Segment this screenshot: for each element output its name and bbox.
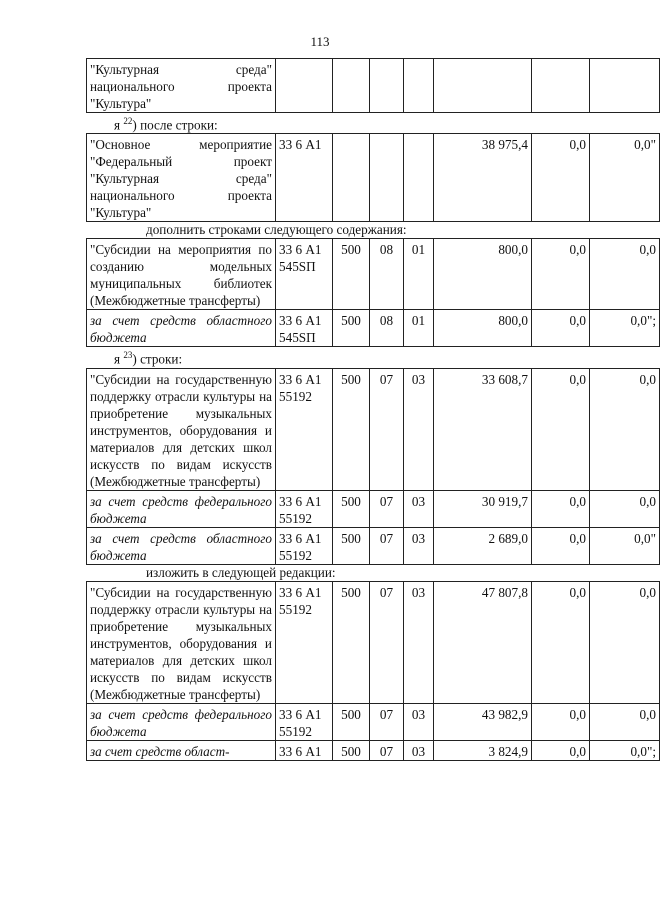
row-code-cell: 33 6 А1 545SП [276,310,333,347]
row-value-cell: 0,0 [532,368,590,490]
table-row [87,703,660,740]
table-row [87,581,660,703]
budget-table [86,58,660,113]
row-name-cell: "Культурная среда" национального проекта "Культура" [87,59,276,113]
instruction-label: дополнить строками следующего содержания: [146,222,407,238]
row-pr-cell: 03 [404,490,434,527]
table-row [87,368,660,490]
row-rz-cell [370,134,404,222]
footnote-number: 22 [123,116,133,126]
row-name-cell: за счет средств федерального бюджета [87,490,276,527]
row-amount-cell: 3 824,9 [434,740,532,760]
row-vr-cell: 500 [333,490,370,527]
row-value-cell: 0,0 [590,239,660,310]
row-pr-cell: 01 [404,239,434,310]
row-vr-cell: 500 [333,527,370,564]
row-rz-cell: 07 [370,368,404,490]
row-value-cell [590,59,660,113]
row-value-cell: 0,0 [590,703,660,740]
row-name-cell: за счет средств област- [87,740,276,760]
row-amount-cell: 800,0 [434,239,532,310]
row-code-cell: 33 6 А1 [276,740,333,760]
row-amount-cell: 47 807,8 [434,581,532,703]
table-row [87,740,660,760]
row-vr-cell [333,134,370,222]
budget-table [86,133,660,222]
page-number: 113 [310,34,330,49]
row-vr-cell: 500 [333,581,370,703]
row-name-cell: за счет средств областного бюджета [87,527,276,564]
row-vr-cell: 500 [333,310,370,347]
row-value-cell: 0,0 [532,134,590,222]
table-row [87,239,660,310]
instruction-label: ) строки: [132,351,183,367]
row-amount-cell: 2 689,0 [434,527,532,564]
row-pr-cell: 03 [404,368,434,490]
row-value-cell: 0,0 [532,527,590,564]
row-vr-cell: 500 [333,368,370,490]
footnote-number: 23 [123,350,133,361]
row-amount-cell: 800,0 [434,310,532,347]
row-amount-cell: 38 975,4 [434,134,532,222]
row-code-cell [276,59,333,113]
instruction-label: ) после строки: [132,117,218,133]
row-amount-cell: 43 982,9 [434,703,532,740]
row-value-cell: 0,0"; [590,740,660,760]
row-code-cell: 33 6 А1 55192 [276,581,333,703]
row-vr-cell: 500 [333,740,370,760]
row-value-cell: 0,0 [532,310,590,347]
row-code-cell: 33 6 А1 55192 [276,703,333,740]
document-body [86,58,656,761]
row-name-cell: "Субсидии на государственную поддержку отрасли культуры на приобретение музыкальных инструментов, оборудования и материалов для детских школ искусств по видам искусств (Межбюджетные трансферты) [87,368,276,490]
row-vr-cell [333,59,370,113]
row-value-cell: 0,0 [590,490,660,527]
row-pr-cell: 03 [404,527,434,564]
row-rz-cell [370,59,404,113]
row-pr-cell [404,59,434,113]
row-rz-cell: 08 [370,239,404,310]
instruction-text [86,347,609,367]
row-pr-cell: 03 [404,703,434,740]
row-value-cell: 0,0 [532,740,590,760]
instruction-text [86,565,609,581]
row-value-cell: 0,0" [590,134,660,222]
row-value-cell: 0,0 [532,239,590,310]
row-value-cell: 0,0 [590,368,660,490]
row-value-cell: 0,0 [532,490,590,527]
row-amount-cell: 30 919,7 [434,490,532,527]
row-value-cell: 0,0 [590,581,660,703]
row-rz-cell: 08 [370,310,404,347]
row-code-cell: 33 6 А1 55192 [276,527,333,564]
row-value-cell: 0,0"; [590,310,660,347]
instruction-text [86,222,609,238]
budget-table [86,368,660,565]
row-vr-cell: 500 [333,239,370,310]
row-name-cell: "Основное мероприятие "Федеральный проект "Культурная среда" национального проекта "Культура" [87,134,276,222]
row-name-cell: за счет средств областного бюджета [87,310,276,347]
row-amount-cell: 33 608,7 [434,368,532,490]
row-rz-cell: 07 [370,490,404,527]
table-row [87,527,660,564]
instruction-text [86,113,609,133]
row-name-cell: за счет средств федерального бюджета [87,703,276,740]
row-name-cell: "Субсидии на мероприятия по созданию модельных муниципальных библиотек (Межбюджетные трансферты) [87,239,276,310]
row-pr-cell: 01 [404,310,434,347]
row-amount-cell [434,59,532,113]
row-rz-cell: 07 [370,581,404,703]
row-code-cell: 33 6 А1 55192 [276,490,333,527]
row-value-cell [532,59,590,113]
row-rz-cell: 07 [370,527,404,564]
instruction-prefix: я [114,351,124,367]
table-row [87,59,660,113]
row-code-cell: 33 6 А1 545SП [276,239,333,310]
budget-table [86,581,660,761]
table-row [87,310,660,347]
instruction-prefix: я [114,117,124,133]
row-code-cell: 33 6 А1 [276,134,333,222]
budget-table [86,238,660,347]
row-pr-cell: 03 [404,740,434,760]
row-name-cell: "Субсидии на государственную поддержку отрасли культуры на приобретение музыкальных инструментов, оборудования и материалов для детских школ искусств по видам искусств (Межбюджетные трансферты) [87,581,276,703]
instruction-label: изложить в следующей редакции: [146,564,336,580]
row-vr-cell: 500 [333,703,370,740]
row-value-cell: 0,0" [590,527,660,564]
row-rz-cell: 07 [370,703,404,740]
table-row [87,490,660,527]
row-value-cell: 0,0 [532,703,590,740]
row-code-cell: 33 6 А1 55192 [276,368,333,490]
row-value-cell: 0,0 [532,581,590,703]
row-pr-cell [404,134,434,222]
row-pr-cell: 03 [404,581,434,703]
table-row [87,134,660,222]
row-rz-cell: 07 [370,740,404,760]
